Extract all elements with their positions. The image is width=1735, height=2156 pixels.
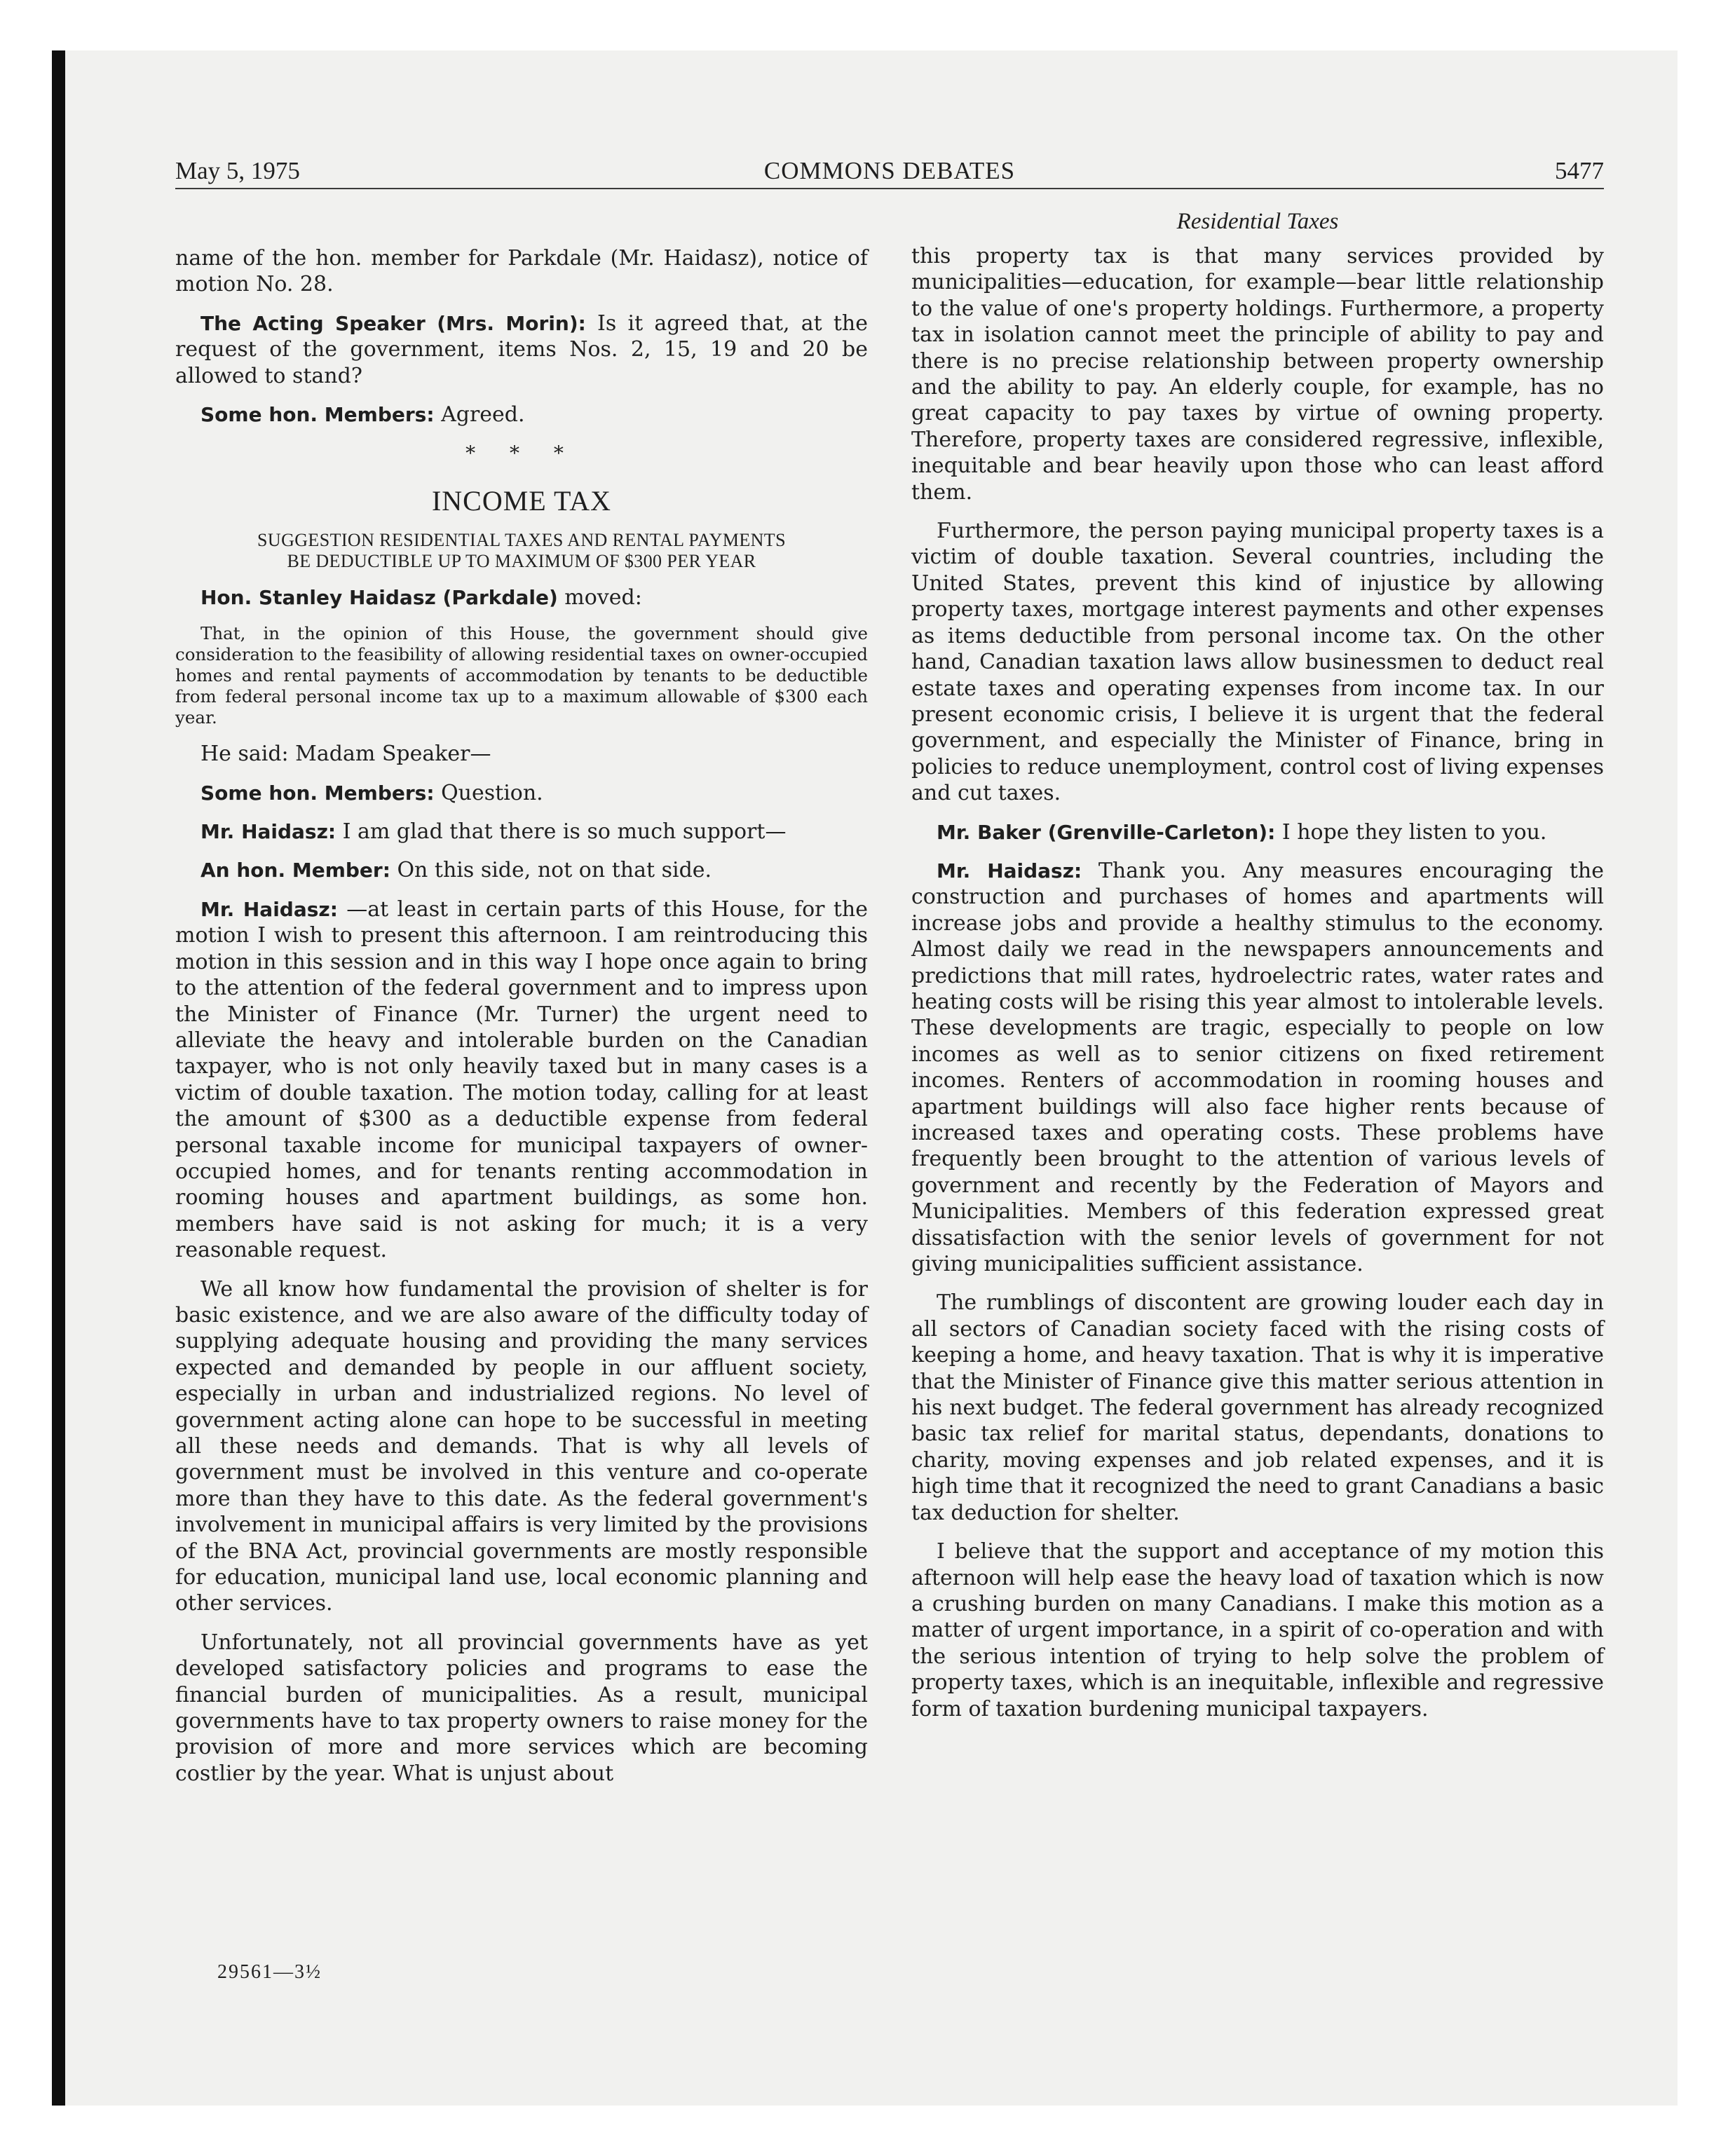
header-page-number: 5477 (1555, 157, 1604, 184)
speaker-name: Mr. Haidasz: (937, 859, 1082, 882)
speaker-name: Hon. Stanley Haidasz (Parkdale) (200, 585, 558, 609)
paragraph (911, 858, 1604, 1278)
paragraph: Unfortunately, not all provincial governments have as yet developed satisfactory policies and programs to ease the financial burden of municipalities. As a result, municipal governments have to tax property owners to raise money for the provision of more and more services which are becoming costlier by the year. What is unjust about (175, 1630, 868, 1786)
motion-text: That, in the opinion of this House, the government should give consideration to the feasibility of allowing residential taxes on owner-occupied homes and rental payments of accommodation by tenants to be deductible from federal personal income tax up to a maximum allowable of $300 each year. (175, 623, 868, 728)
speaker-name: Some hon. Members: (200, 403, 435, 427)
speech-text: Thank you. Any measures encouraging the construction and purchases of homes and apartments will increase jobs and provide a healthy stimulus to the economy. Almost daily we read in the newspapers announcements and predictions that mill rates, hydroelectric rates, water rates and heating costs will be rising this year almost to intolerable levels. These developments are tragic, especially to people on low incomes as well as to senior citizens on fixed retirement incomes. Renters of accommodation in rooming houses and apartment buildings will also face higher rents because of increased taxes and operating costs. These problems have frequently been brought to the attention of various levels of government and recently by the Federation of Mayors and Municipalities. Members of this federation expressed great dissatisfaction with the senior levels of government for not giving municipalities sufficient assistance. (911, 858, 1604, 1277)
subtitle-line: BE DEDUCTIBLE UP TO MAXIMUM OF $300 PER YEAR (287, 550, 756, 571)
right-column (911, 243, 1604, 1735)
speaker-name: Some hon. Members: (200, 781, 435, 805)
speech-text: On this side, not on that side. (390, 858, 712, 883)
page-header (175, 156, 1604, 189)
speech-text: —at least in certain parts of this House, for the motion I wish to present this afternoon. I am reintroducing this motion in this session and in this way I hope once again to bring to the attention of the federal government and to impress upon the Minister of Finance (Mr. Turner) the urgent need to alleviate the heavy and intolerable burden on the Canadian taxpayer, who is not only heavily taxed but in many cases is a victim of double taxation. The motion today, calling for at least the amount of $300 as a deductible expense from federal personal taxable income for municipal taxpayers of owner-occupied homes, and for tenants renting accommodation in rooming houses and apartment buildings, as some hon. members have said is not asking for much; it is a very reasonable request. (175, 896, 868, 1263)
speaker-name: An hon. Member: (200, 859, 390, 882)
section-divider: * * * (465, 442, 578, 465)
print-code: 29561—3½ (217, 1961, 322, 1983)
paragraph (175, 402, 868, 428)
paragraph: The rumblings of discontent are growing louder each day in all sectors of Canadian society faced with the rising costs of keeping a home, and heavy taxation. That is why it is imperative that the Minister of Finance give this matter serious attention in his next budget. The federal government has already recognized basic tax relief for marital status, dependants, donations to charity, moving expenses and job related expenses, and it is high time that it recognized the need to grant Canadians a basic tax deduction for shelter. (911, 1290, 1604, 1525)
speech-text: I hope they listen to you. (1275, 819, 1547, 845)
paragraph: name of the hon. member for Parkdale (Mr. Haidasz), notice of motion No. 28. (175, 246, 868, 297)
scan-border (52, 50, 65, 2106)
speaker-name: The Acting Speaker (Mrs. Morin): (200, 311, 586, 335)
running-head: Residential Taxes (1176, 209, 1339, 234)
subtitle-line: SUGGESTION RESIDENTIAL TAXES AND RENTAL PAYMENTS (257, 529, 786, 550)
paragraph (175, 896, 868, 1264)
speech-text: Is it agreed that, at the request of the government, items Nos. 2, 15, 19 and 20 be allowed to stand? (175, 311, 868, 388)
paragraph (175, 857, 868, 883)
paragraph: Furthermore, the person paying municipal property taxes is a victim of double taxation. Several countries, including the United States, prevent this kind of injustice by allowing property taxes, mortgage interest payments and other expenses as items deductible from personal income tax. On the other hand, Canadian taxation laws allow businessmen to deduct real estate taxes and operating expenses from income tax. In our present economic crisis, I believe it is urgent that the federal government, and especially the Minister of Finance, bring in policies to reduce unemployment, control cost of living expenses and cut taxes. (911, 519, 1604, 806)
paragraph (911, 819, 1604, 845)
paragraph: We all know how fundamental the provision of shelter is for basic existence, and we are also aware of the difficulty today of supplying adequate housing and providing the many services expected and demanded by people in our affluent society, especially in urban and industrialized regions. No level of government acting alone can hope to be successful in meeting all these needs and demands. That is why all levels of government must be involved in this venture and co-operate more than they have to this date. As the federal government's involvement in municipal affairs is very limited by the provisions of the BNA Act, provincial governments are mostly responsible for education, municipal land use, local economic planning and other services. (175, 1276, 868, 1616)
speaker-name: Mr. Haidasz: (200, 897, 338, 921)
paragraph (175, 311, 868, 389)
speaker-name: Mr. Baker (Grenville-Carleton): (937, 820, 1276, 844)
speech-text: Question. (434, 780, 543, 805)
header-publication: COMMONS DEBATES (763, 157, 1016, 184)
speaker-name: Mr. Haidasz: (200, 820, 336, 844)
paragraph: I believe that the support and acceptance of my motion this afternoon will help ease the heavy load of taxation which is now a crushing burden on many Canadians. I make this motion as a matter of urgent importance, in a spirit of co-operation and with the serious intention of trying to help solve the problem of property taxes, which is an inequitable, inflexible and regressive form of taxation burdening municipal taxpayers. (911, 1539, 1604, 1721)
paragraph (175, 819, 868, 845)
speech-text: I am glad that there is so much support— (336, 819, 787, 845)
speech-text: Agreed. (434, 402, 525, 428)
paragraph: this property tax is that many services provided by municipalities—education, for example—bear little relationship to the value of one's property holdings. Furthermore, a property tax in isolation cannot meet the principle of ability to pay and there is no precise relationship between property ownership and the ability to pay. An elderly couple, for example, has no great capacity to pay taxes by virtue of owning property. Therefore, property taxes are considered regressive, inflexible, inequitable and bear heavily upon those who can least afford them. (911, 244, 1604, 505)
section-subtitle (175, 530, 868, 572)
header-date: May 5, 1975 (175, 157, 300, 184)
paragraph (175, 585, 868, 610)
section-title: INCOME TAX (431, 484, 612, 517)
paragraph (175, 780, 868, 806)
left-column (175, 245, 868, 1799)
paragraph: He said: Madam Speaker— (200, 742, 491, 767)
speech-text: moved: (557, 585, 642, 610)
